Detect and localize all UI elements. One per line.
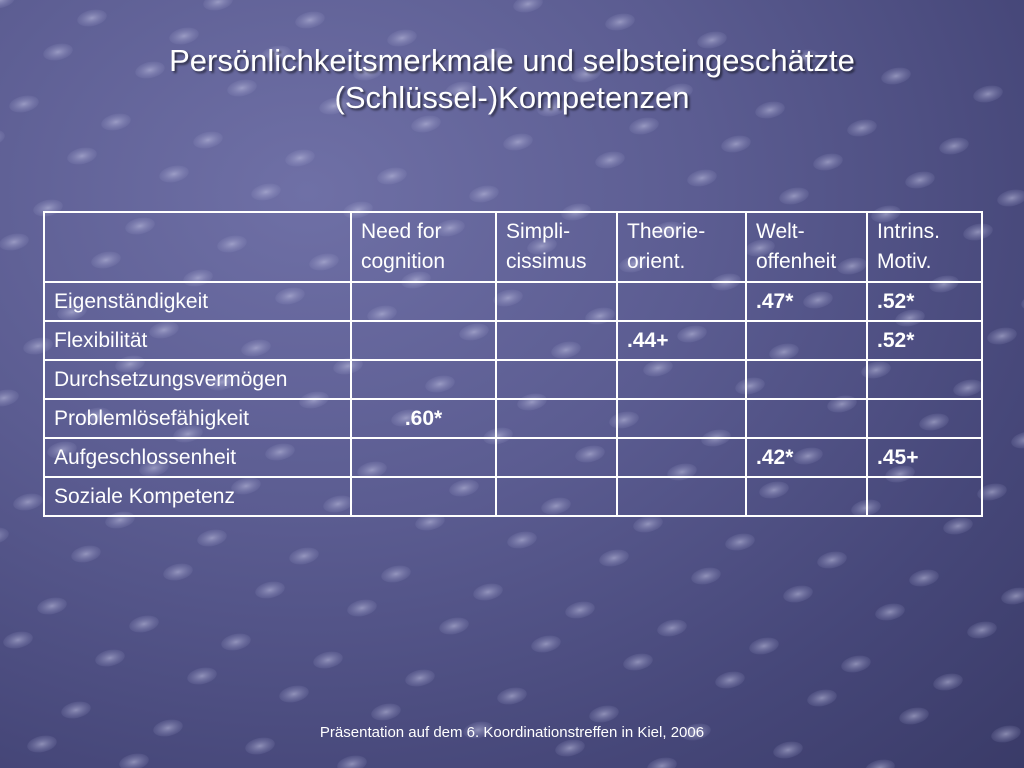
background-dot (312, 649, 345, 671)
table-cell (617, 477, 746, 516)
background-dot (346, 597, 379, 619)
column-header-theorieorient (617, 212, 746, 282)
background-dot (588, 703, 621, 725)
table-row (44, 438, 982, 477)
table-row (44, 477, 982, 516)
background-dot (932, 671, 965, 693)
table-cell (746, 321, 867, 360)
row-label: Eigenständigkeit (44, 282, 351, 321)
background-dot (904, 169, 937, 191)
background-dot (472, 581, 505, 603)
column-header-line: cognition (361, 250, 446, 273)
slide-title-line-1: Persönlichkeitsmerkmale und selbsteingeschätzte (169, 43, 855, 78)
background-dot (846, 117, 879, 139)
slide-title (40, 42, 984, 116)
background-dot (506, 529, 539, 551)
background-dot (438, 615, 471, 637)
row-label: Durchsetzungsvermögen (44, 360, 351, 399)
background-dot (0, 127, 6, 149)
background-dot (816, 549, 849, 571)
column-header-line: Motiv. (877, 250, 932, 273)
column-header-line: Simpli- (506, 220, 571, 243)
column-header-line: Need for (361, 220, 442, 243)
background-dot (36, 595, 69, 617)
column-header-weltoffenheit (746, 212, 867, 282)
background-dot (0, 525, 10, 547)
background-dot (1010, 429, 1024, 451)
background-dot (220, 631, 253, 653)
background-dot (60, 699, 93, 721)
background-dot (250, 181, 283, 203)
table-cell: .47* (746, 282, 867, 321)
table-row (44, 282, 982, 321)
table-cell: .45+ (867, 438, 982, 477)
table-cell (867, 360, 982, 399)
table-cell (867, 477, 982, 516)
background-dot (748, 635, 781, 657)
background-dot (2, 629, 35, 651)
background-dot (564, 599, 597, 621)
background-dot (778, 185, 811, 207)
table-cell: .42* (746, 438, 867, 477)
background-dot (336, 753, 369, 768)
table-row (44, 321, 982, 360)
background-dot (772, 739, 805, 761)
background-dot (986, 325, 1019, 347)
background-dot (76, 7, 109, 29)
background-dot (864, 757, 897, 768)
table-cell (496, 438, 617, 477)
table-row (44, 360, 982, 399)
background-dot (1020, 291, 1024, 313)
column-header-line: offenheit (756, 250, 837, 273)
background-dot (410, 113, 443, 135)
slide-title-line-2: (Schlüssel-)Kompetenzen (334, 80, 690, 115)
table-cell (746, 477, 867, 516)
background-dot (938, 135, 971, 157)
table-cell (496, 399, 617, 438)
background-dot (496, 685, 529, 707)
table-cell (496, 477, 617, 516)
background-dot (598, 547, 631, 569)
background-dot (840, 653, 873, 675)
row-label: Soziale Kompetenz (44, 477, 351, 516)
background-dot (628, 115, 661, 137)
background-dot (66, 145, 99, 167)
table-cell (867, 399, 982, 438)
table-cell: .60* (351, 399, 496, 438)
background-dot (594, 149, 627, 171)
table-cell: .52* (867, 321, 982, 360)
table-cell (746, 360, 867, 399)
column-header-intrins-motiv (867, 212, 982, 282)
row-label: Flexibilität (44, 321, 351, 360)
background-dot (724, 531, 757, 553)
column-header-simplicissimus (496, 212, 617, 282)
background-dot (1000, 585, 1024, 607)
background-dot (288, 545, 321, 567)
background-dot (12, 491, 45, 513)
correlation-table (43, 211, 983, 517)
background-dot (380, 563, 413, 585)
background-dot (196, 527, 229, 549)
table-cell (617, 399, 746, 438)
background-dot (714, 669, 747, 691)
background-dot (0, 387, 20, 409)
background-dot (192, 129, 225, 151)
table-cell (351, 438, 496, 477)
background-dot (622, 651, 655, 673)
background-dot (8, 93, 41, 115)
background-dot (376, 165, 409, 187)
background-dot (908, 567, 941, 589)
column-header-line: Theorie- (627, 220, 706, 243)
background-dot (70, 543, 103, 565)
row-label: Problemlösefähigkeit (44, 399, 351, 438)
table-cell (746, 399, 867, 438)
background-dot (690, 565, 723, 587)
column-header-line: Welt- (756, 220, 805, 243)
background-dot (502, 131, 535, 153)
column-header-line: orient. (627, 250, 686, 273)
table-cell (617, 360, 746, 399)
table-corner-cell (44, 212, 351, 282)
background-dot (812, 151, 845, 173)
background-dot (118, 751, 151, 768)
table-cell: .44+ (617, 321, 746, 360)
table-header-row (44, 212, 982, 282)
background-dot (254, 579, 287, 601)
table-cell (351, 321, 496, 360)
table-cell (496, 282, 617, 321)
background-dot (202, 0, 235, 13)
table-row (44, 399, 982, 438)
background-dot (512, 0, 545, 15)
background-dot (646, 755, 679, 768)
background-dot (294, 9, 327, 31)
table-cell (617, 438, 746, 477)
table-cell: .52* (867, 282, 982, 321)
background-dot (656, 617, 689, 639)
background-dot (966, 619, 999, 641)
background-dot (186, 665, 219, 687)
background-dot (782, 583, 815, 605)
background-dot (686, 167, 719, 189)
table-cell (496, 321, 617, 360)
column-header-line: cissimus (506, 250, 587, 273)
background-dot (996, 187, 1024, 209)
background-dot (158, 163, 191, 185)
table-cell (496, 360, 617, 399)
background-dot (0, 231, 30, 253)
column-header-line: Intrins. (877, 220, 941, 243)
background-dot (278, 683, 311, 705)
background-dot (404, 667, 437, 689)
background-dot (468, 183, 501, 205)
table-cell (351, 477, 496, 516)
background-dot (284, 147, 317, 169)
background-dot (0, 0, 16, 11)
background-dot (370, 701, 403, 723)
background-dot (162, 561, 195, 583)
column-header-need-for-cognition (351, 212, 496, 282)
table-cell (617, 282, 746, 321)
background-dot (942, 515, 975, 537)
background-dot (530, 633, 563, 655)
background-dot (94, 647, 127, 669)
background-dot (874, 601, 907, 623)
slide-footer: Präsentation auf dem 6. Koordinationstreffen in Kiel, 2006 (319, 724, 705, 741)
background-dot (806, 687, 839, 709)
table-cell (351, 360, 496, 399)
row-label: Aufgeschlossenheit (44, 438, 351, 477)
background-dot (604, 11, 637, 33)
table-cell (351, 282, 496, 321)
background-dot (720, 133, 753, 155)
background-dot (128, 613, 161, 635)
